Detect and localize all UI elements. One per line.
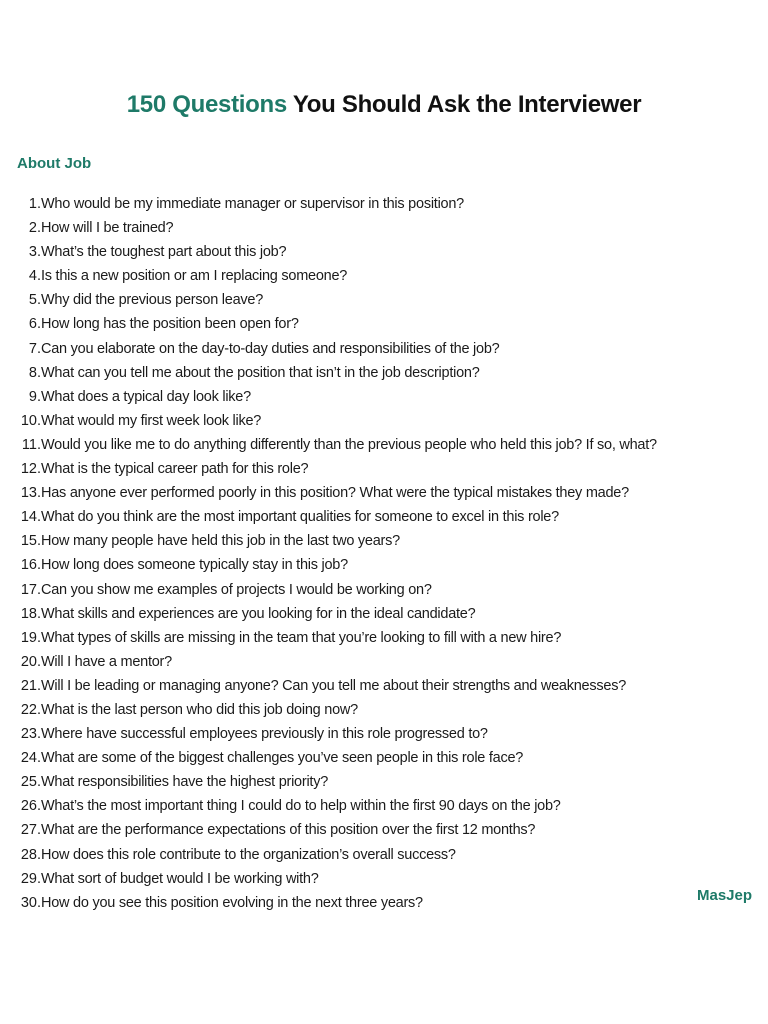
question-number: 11. xyxy=(21,436,41,453)
question-number: 29. xyxy=(20,870,41,887)
question-number: 21. xyxy=(20,677,41,694)
question-number: 1. xyxy=(28,196,41,212)
question-text: What are the performance expectations of this position over the first 12 months? xyxy=(41,822,536,839)
question-number: 23. xyxy=(20,726,41,743)
question-number: 30. xyxy=(20,894,41,911)
question-text: Can you elaborate on the day-to-day duties and responsibilities of the job? xyxy=(41,340,500,357)
list-item xyxy=(10,650,760,674)
question-number: 4. xyxy=(28,268,41,285)
question-text: What do you think are the most important qualities for someone to excel in this role? xyxy=(41,509,559,526)
question-text: What are some of the biggest challenges you’ve seen people in this role face? xyxy=(41,750,524,767)
question-number: 26. xyxy=(20,798,41,815)
list-item xyxy=(10,312,760,336)
list-item xyxy=(10,361,760,385)
list-item xyxy=(10,216,760,240)
question-number: 22. xyxy=(20,701,41,718)
question-number: 7. xyxy=(28,340,41,357)
question-list xyxy=(10,192,760,915)
list-item xyxy=(10,602,760,626)
page-title xyxy=(0,91,768,119)
question-number: 27. xyxy=(20,822,41,839)
list-item xyxy=(10,505,760,529)
list-item xyxy=(10,770,760,794)
question-number: 15. xyxy=(20,533,41,550)
question-text: What does a typical day look like? xyxy=(41,388,251,405)
question-text: How do you see this position evolving in the next three years? xyxy=(41,894,423,911)
list-item xyxy=(10,722,760,746)
question-text: How long has the position been open for? xyxy=(41,316,299,333)
question-number: 12. xyxy=(20,461,41,478)
question-number: 9. xyxy=(28,388,41,405)
question-text: What’s the most important thing I could do to help within the first 90 days on the job? xyxy=(41,798,561,815)
question-text: Can you show me examples of projects I would be working on? xyxy=(41,581,432,598)
list-item xyxy=(10,553,760,577)
question-text: What’s the toughest part about this job? xyxy=(41,244,287,261)
question-number: 19. xyxy=(20,629,41,646)
question-number: 2. xyxy=(28,220,41,237)
question-number: 8. xyxy=(28,364,41,381)
question-text: Will I be leading or managing anyone? Can you tell me about their strengths and weaknesses? xyxy=(41,677,627,694)
list-item xyxy=(10,626,760,650)
question-text: How long does someone typically stay in this job? xyxy=(41,557,348,574)
question-number: 6. xyxy=(28,316,41,333)
question-text: What responsibilities have the highest priority? xyxy=(41,774,329,791)
question-text: What types of skills are missing in the team that you’re looking to fill with a new hire? xyxy=(41,629,562,646)
list-item xyxy=(10,433,760,457)
question-number: 20. xyxy=(20,653,41,670)
question-text: What is the last person who did this job doing now? xyxy=(41,701,358,718)
question-number: 5. xyxy=(28,292,41,309)
question-text: Where have successful employees previously in this role progressed to? xyxy=(41,726,488,743)
list-item xyxy=(10,192,760,216)
question-number: 25. xyxy=(20,774,41,791)
section-heading: About Job xyxy=(17,155,92,172)
list-item xyxy=(10,288,760,312)
list-item xyxy=(10,457,760,481)
question-text: What is the typical career path for this role? xyxy=(41,461,309,478)
list-item xyxy=(10,698,760,722)
question-number: 10. xyxy=(20,412,41,429)
list-item xyxy=(10,481,760,505)
brand-logo-text: MasJep xyxy=(697,887,753,904)
list-item xyxy=(10,818,760,842)
question-text: What would my first week look like? xyxy=(41,412,262,429)
list-item xyxy=(10,867,760,891)
question-text: How will I be trained? xyxy=(41,220,174,237)
list-item xyxy=(10,746,760,770)
question-number: 28. xyxy=(20,846,41,863)
question-number: 16. xyxy=(20,557,41,574)
question-text: Would you like me to do anything differently than the previous people who held this job? If so, what? xyxy=(41,436,657,453)
question-number: 13. xyxy=(20,485,41,502)
list-item xyxy=(10,337,760,361)
title-accent: 150 Questions xyxy=(126,91,287,118)
question-text: Has anyone ever performed poorly in this position? What were the typical mistakes they made? xyxy=(41,485,629,502)
list-item xyxy=(10,794,760,818)
title-rest: You Should Ask the Interviewer xyxy=(292,91,642,118)
question-text: Will I have a mentor? xyxy=(41,653,172,670)
list-item xyxy=(10,891,760,915)
question-text: How many people have held this job in the last two years? xyxy=(41,533,400,550)
question-number: 24. xyxy=(20,750,41,767)
list-item xyxy=(10,843,760,867)
question-text: How does this role contribute to the organization’s overall success? xyxy=(41,846,456,863)
list-item xyxy=(10,409,760,433)
list-item xyxy=(10,264,760,288)
question-number: 18. xyxy=(20,605,41,622)
list-item xyxy=(10,240,760,264)
question-text: What can you tell me about the position that isn’t in the job description? xyxy=(41,364,480,381)
question-text: Who would be my immediate manager or supervisor in this position? xyxy=(41,196,464,212)
question-number: 14. xyxy=(20,509,41,526)
question-text: What skills and experiences are you looking for in the ideal candidate? xyxy=(41,605,476,622)
question-text: What sort of budget would I be working with? xyxy=(41,870,319,887)
list-item xyxy=(10,529,760,553)
question-text: Why did the previous person leave? xyxy=(41,292,264,309)
list-item xyxy=(10,674,760,698)
question-number: 3. xyxy=(28,244,41,261)
list-item xyxy=(10,578,760,602)
question-number: 17. xyxy=(20,581,41,598)
question-text: Is this a new position or am I replacing someone? xyxy=(41,268,348,285)
list-item xyxy=(10,385,760,409)
